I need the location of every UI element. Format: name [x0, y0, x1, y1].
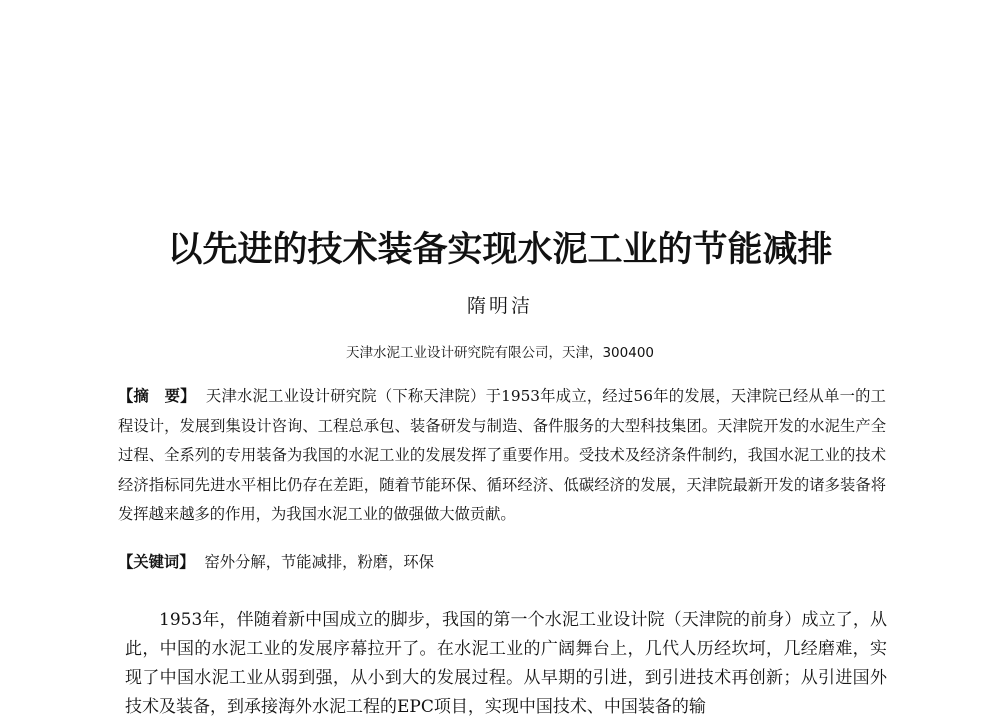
body-paragraph: 1953年，伴随着新中国成立的脚步，我国的第一个水泥工业设计院（天津院的前身）成立了，从此，中国的水泥工业的发展序幕拉开了。在水泥工业的广阔舞台上，几代人历经坎坷，几经磨难，实现了中国水泥工业从弱到强，从小到大的发展过程。从早期的引进，到引进技术再创新；从引进国外技术及装备，到承接海外水泥工程的EPC项目，实现中国技术、中国装备的输 — [125, 610, 887, 717]
paper-affiliation: 天津水泥工业设计研究院有限公司，天津，300400 — [345, 345, 655, 361]
abstract-text: 天津水泥工业设计研究院（下称天津院）于1953年成立，经过56年的发展，天津院已经从单一的工程设计，发展到集设计咨询、工程总承包、装备研发与制造、备件服务的大型科技集团。天津院开发的水泥生产全过程、全系列的专用装备为我国的水泥工业的发展发挥了重要作用。受技术及经济条件制约，我国水泥工业的技术经济指标同先进水平相比仍存在差距，随着节能环保、循环经济、低碳经济的发展，天津院最新开发的诸多装备将发挥越来越多的作用，为我国水泥工业的做强做大做贡献。 — [118, 387, 886, 523]
paper-author: 隋明洁 — [466, 295, 533, 317]
keywords-label: 【关键词】 — [118, 553, 195, 571]
abstract-block — [118, 382, 886, 530]
paper-title: 以先进的技术装备实现水泥工业的节能减排 — [167, 230, 833, 270]
keywords-text: 窑外分解，节能减排，粉磨，环保 — [204, 553, 434, 571]
abstract-label: 【摘 要】 — [118, 387, 196, 405]
keywords-block — [118, 548, 886, 577]
